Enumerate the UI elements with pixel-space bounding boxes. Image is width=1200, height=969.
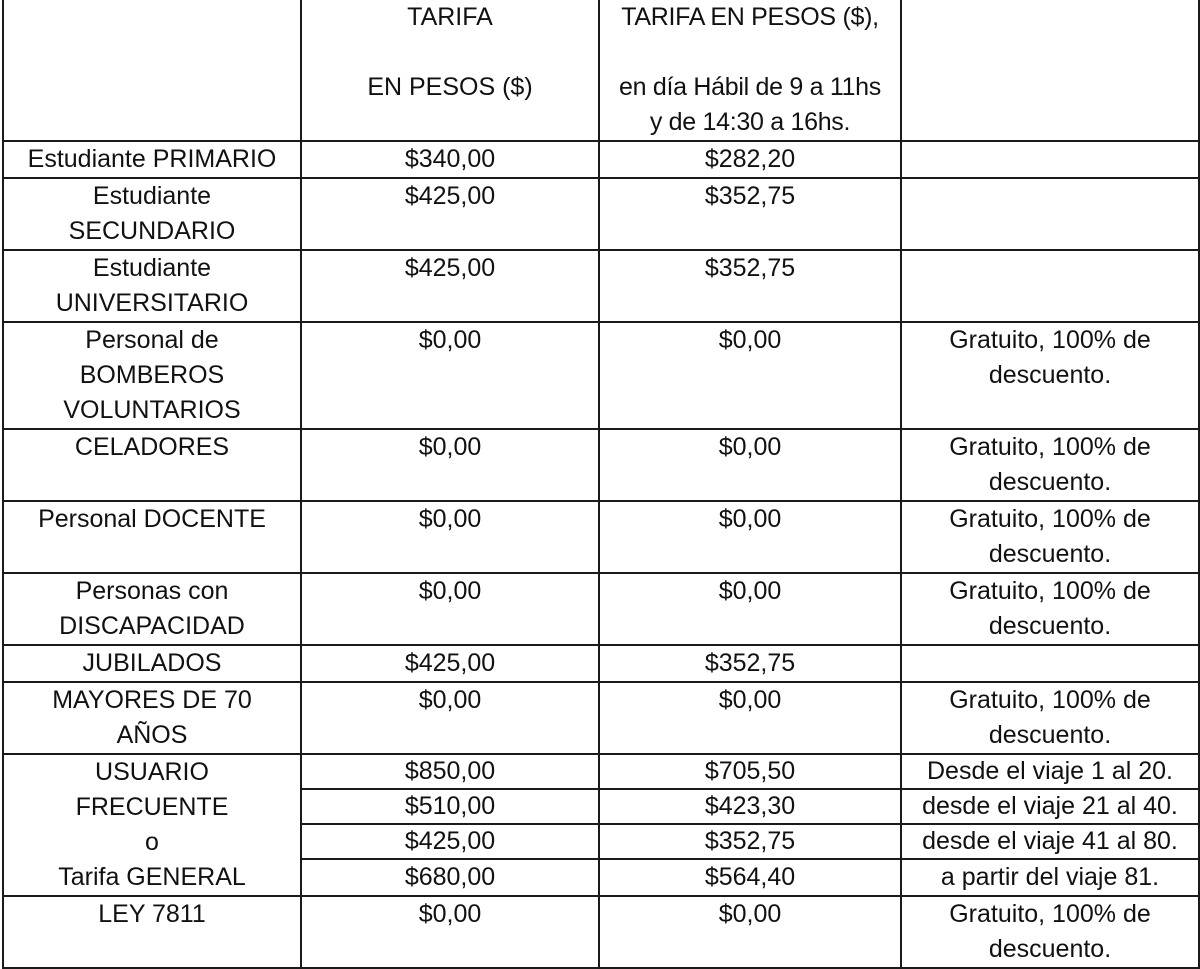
tarifa-habil-cell	[599, 429, 901, 501]
tariff-table-body	[3, 0, 1199, 968]
header-tarifa-habil-line: TARIFA EN PESOS ($),	[621, 3, 879, 31]
note-cell	[901, 501, 1199, 573]
table-row	[3, 682, 1199, 754]
header-tarifa-habil-line: y de 14:30 a 16hs.	[649, 108, 851, 136]
note-value: desde el viaje 21 al 40.	[902, 790, 1198, 825]
category-label: Estudiante	[92, 182, 212, 210]
category-cell	[3, 429, 301, 501]
category-label: AÑOS	[116, 721, 188, 749]
tarifa-cell	[301, 141, 599, 178]
tarifa-value: $0,00	[418, 433, 482, 461]
note-cell	[901, 322, 1199, 429]
tarifa-habil-value: $352,75	[600, 825, 900, 860]
tarifa-cell	[301, 178, 599, 250]
table-row-frecuente	[3, 754, 1199, 896]
tarifa-cell	[301, 896, 599, 968]
category-label: UNIVERSITARIO	[55, 289, 249, 317]
tarifa-value: $0,00	[418, 900, 482, 928]
tarifa-cell	[301, 682, 599, 754]
tariff-table	[2, 0, 1200, 969]
tarifa-cell	[301, 645, 599, 682]
category-label: Tarifa GENERAL	[58, 863, 246, 891]
category-label: DISCAPACIDAD	[59, 612, 245, 640]
tarifa-cell	[301, 429, 599, 501]
note-cell	[901, 754, 1199, 896]
note-text: Gratuito, 100% de	[949, 577, 1151, 605]
category-cell	[3, 645, 301, 682]
tarifa-habil-value: $0,00	[718, 686, 782, 714]
category-cell	[3, 682, 301, 754]
header-category-cell	[3, 0, 301, 141]
note-cell	[901, 896, 1199, 968]
category-cell	[3, 573, 301, 645]
tarifa-habil-cell	[599, 754, 901, 896]
tarifa-habil-cell	[599, 501, 901, 573]
note-value: Desde el viaje 1 al 20.	[902, 755, 1198, 790]
category-cell	[3, 896, 301, 968]
category-label: Personas con	[75, 577, 229, 605]
category-label: Personal de	[85, 326, 219, 354]
category-label: FRECUENTE	[75, 793, 229, 821]
tarifa-habil-value: $0,00	[718, 326, 782, 354]
note-text: descuento.	[988, 540, 1112, 568]
note-text: descuento.	[988, 468, 1112, 496]
header-tarifa-line: EN PESOS ($)	[367, 73, 533, 101]
category-label: Estudiante PRIMARIO	[27, 145, 277, 173]
tarifa-cell	[301, 573, 599, 645]
table-row	[3, 250, 1199, 322]
tarifa-habil-value: $564,40	[704, 863, 796, 891]
tarifa-value: $340,00	[404, 145, 496, 173]
category-label: CELADORES	[74, 433, 230, 461]
tarifa-value: $680,00	[404, 863, 496, 891]
header-tarifa-gap	[304, 35, 596, 70]
tarifa-habil-cell	[599, 250, 901, 322]
tarifa-habil-cell	[599, 645, 901, 682]
tarifa-cell	[301, 501, 599, 573]
table-row	[3, 322, 1199, 429]
note-text: descuento.	[988, 721, 1112, 749]
category-label: JUBILADOS	[82, 649, 222, 677]
tarifa-value: $425,00	[404, 649, 496, 677]
category-label: o	[145, 828, 159, 856]
tarifa-habil-cell	[599, 178, 901, 250]
tarifa-habil-value: $0,00	[718, 577, 782, 605]
header-tarifa-habil-line: en día Hábil de 9 a 11hs	[619, 73, 881, 101]
tarifa-habil-cell	[599, 682, 901, 754]
category-label: BOMBEROS	[79, 361, 225, 389]
header-row	[3, 0, 1199, 141]
tarifa-habil-value: $423,30	[600, 790, 900, 825]
note-text: Gratuito, 100% de	[949, 326, 1151, 354]
note-text: descuento.	[988, 935, 1112, 963]
note-cell	[901, 178, 1199, 250]
note-cell	[901, 682, 1199, 754]
category-cell	[3, 250, 301, 322]
tarifa-value: $0,00	[418, 505, 482, 533]
tarifa-value: $425,00	[302, 825, 598, 860]
header-tarifa-cell	[301, 0, 599, 141]
category-label: SECUNDARIO	[68, 217, 236, 245]
note-cell	[901, 645, 1199, 682]
tarifa-habil-value: $0,00	[718, 900, 782, 928]
tarifa-value: $425,00	[404, 254, 496, 282]
category-cell	[3, 178, 301, 250]
tarifa-habil-value: $352,75	[704, 649, 796, 677]
tarifa-habil-cell	[599, 322, 901, 429]
note-text: Gratuito, 100% de	[949, 505, 1151, 533]
tarifa-value: $0,00	[418, 686, 482, 714]
tarifa-habil-value: $705,50	[600, 755, 900, 790]
tarifa-habil-value: $0,00	[718, 505, 782, 533]
tarifa-cell	[301, 322, 599, 429]
tarifa-value: $0,00	[418, 577, 482, 605]
tarifa-habil-cell	[599, 141, 901, 178]
tarifa-habil-cell	[599, 573, 901, 645]
note-text: Gratuito, 100% de	[949, 900, 1151, 928]
note-value: desde el viaje 41 al 80.	[902, 825, 1198, 860]
tarifa-cell	[301, 754, 599, 896]
table-row	[3, 573, 1199, 645]
category-label: Estudiante	[92, 254, 212, 282]
note-cell	[901, 573, 1199, 645]
header-note-cell	[901, 0, 1199, 141]
tarifa-habil-value: $352,75	[704, 254, 796, 282]
note-value: a partir del viaje 81.	[940, 863, 1160, 891]
table-row	[3, 501, 1199, 573]
tarifa-habil-value: $282,20	[704, 145, 796, 173]
tarifa-value: $0,00	[418, 326, 482, 354]
table-row	[3, 141, 1199, 178]
table-row-ley	[3, 896, 1199, 968]
note-text: descuento.	[988, 361, 1112, 389]
category-label: USUARIO	[95, 758, 209, 786]
category-label: MAYORES DE 70	[52, 686, 252, 714]
header-tarifa-habil-cell	[599, 0, 901, 141]
category-label: LEY 7811	[98, 900, 206, 928]
note-cell	[901, 141, 1199, 178]
category-label: VOLUNTARIOS	[63, 396, 241, 424]
note-text: Gratuito, 100% de	[949, 433, 1151, 461]
tarifa-habil-value: $0,00	[718, 433, 782, 461]
table-row	[3, 645, 1199, 682]
tarifa-cell	[301, 250, 599, 322]
tarifa-value: $425,00	[404, 182, 496, 210]
note-text: Gratuito, 100% de	[949, 686, 1151, 714]
tarifa-value: $850,00	[302, 755, 598, 790]
header-tarifa-line: TARIFA	[407, 3, 493, 31]
note-cell	[901, 429, 1199, 501]
category-cell	[3, 754, 301, 896]
category-cell	[3, 322, 301, 429]
note-cell	[901, 250, 1199, 322]
tarifa-value: $510,00	[302, 790, 598, 825]
tarifa-habil-value: $352,75	[704, 182, 796, 210]
note-text: descuento.	[988, 612, 1112, 640]
header-tarifa-habil-gap	[602, 35, 898, 70]
category-label: Personal DOCENTE	[38, 505, 266, 533]
table-row	[3, 429, 1199, 501]
category-cell	[3, 141, 301, 178]
tarifa-habil-cell	[599, 896, 901, 968]
category-cell	[3, 501, 301, 573]
table-row	[3, 178, 1199, 250]
